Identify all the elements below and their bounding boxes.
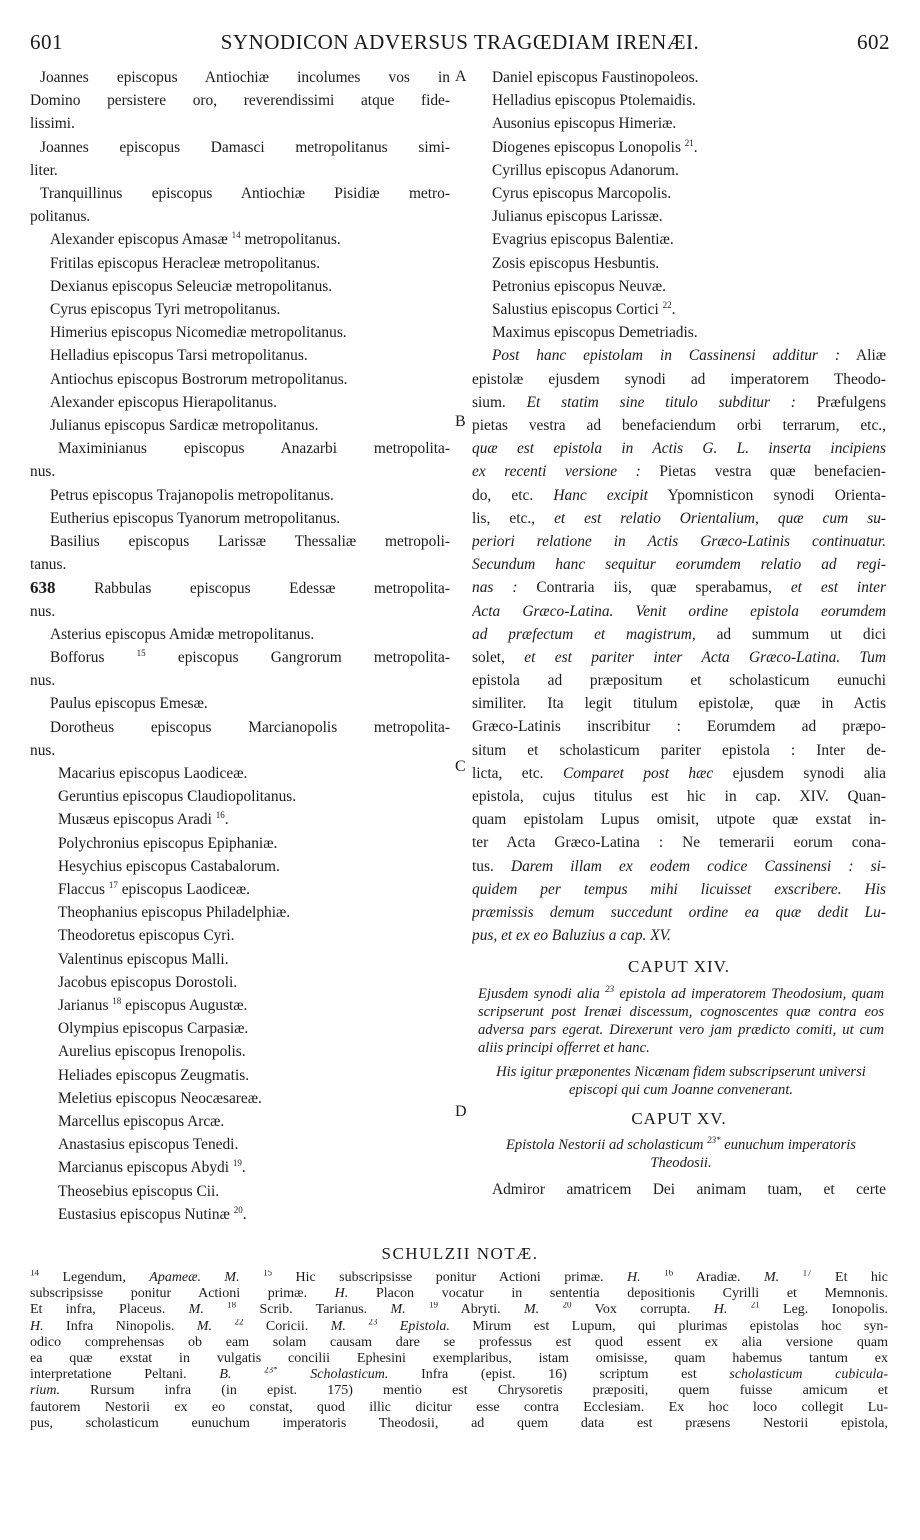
text-line: epistolæ ejusdem synodi ad imperatorem Theodo- (472, 370, 886, 388)
text-line: Macarius episcopus Laodiceæ. (58, 764, 248, 782)
text-line: Domino persistere oro, reverendissimi atque fide- (30, 92, 450, 110)
text-line: Hesychius episcopus Castabalorum. (58, 857, 280, 875)
text-line: pus, et ex eo Baluzius a cap. XV. (472, 927, 671, 945)
left-column (30, 66, 450, 1226)
text-line: pietas vestra ad benefaciendum orbi terrarum, etc., (472, 417, 886, 434)
text-line: Bofforus $^{15}$ episcopus Gangrorum metropolita- (50, 647, 450, 666)
text-line: nus. (30, 602, 56, 620)
page-number-left: 601 (30, 30, 63, 54)
running-title: SYNODICON ADVERSUS TRAGŒDIAM IRENÆI. (220, 30, 700, 54)
text-line: ter Acta Græco-Latina : Ne temerarii eorum cona- (472, 834, 886, 852)
note-line: $^{14}$ Legendum, Apameæ. M. $^{15}$ Hic subscripsisse ponitur Actioni primæ. H. $^{16}$ Aradiæ. M. $^{17}$ Et hic (30, 1270, 888, 1285)
note-line: H. Infra Ninopolis. M. $^{22}$ Coricii. M. $^{23}$ Epistola. Mirum est Lupum, qui plurimas epistolas hoc syn- (30, 1318, 888, 1334)
text-line: Daniel episcopus Faustinopoleos. (492, 69, 699, 86)
caput-xiv-note: His igitur præponentes Nicænam fidem subscripserunt universi episcopi qui cum Joanne convenerant. (496, 1063, 866, 1098)
text-line: Fritilas episcopus Heracleæ metropolitanus. (50, 254, 321, 272)
text-line: Julianus episcopus Larissæ. (492, 208, 663, 226)
right-column-text (472, 66, 886, 947)
text-line: Eustasius episcopus Nutinæ $^{20}$. (58, 1204, 247, 1223)
text-line: Græco-Latinis inscribitur : Eorumdem ad præpo- (472, 718, 886, 736)
text-line: Himerius episcopus Nicomediæ metropolitanus. (50, 324, 347, 342)
text-line: Marcellus episcopus Arcæ. (58, 1113, 225, 1130)
text-line: Tranquillinus episcopus Antiochiæ Pisidiæ metro- (40, 184, 450, 202)
text-line: similiter. Ita legit titulum epistolæ, quæ in Actis (472, 695, 886, 713)
text-line: quam epistolam Lupus omisit, utpote quæ exstat in- (472, 811, 886, 829)
text-line: Dorotheus episcopus Marcianopolis metropolita- (50, 718, 450, 736)
text-line: Alexander episcopus Hierapolitanus. (50, 393, 277, 411)
margin-letter-b: B (455, 413, 466, 430)
text-line: Valentinus episcopus Malli. (58, 950, 229, 968)
text-line: Cyrus episcopus Marcopolis. (492, 185, 672, 203)
text-line: Cyrillus episcopus Adanorum. (492, 161, 679, 179)
margin-letter-c: C (455, 758, 466, 775)
text-line: do, etc. Hanc excipit Ypomnisticon synodi Orienta- (472, 486, 886, 504)
text-line: Musæus episcopus Aradi $^{16}$. (58, 810, 229, 829)
note-line: subscripsisse ponitur Actioni primæ. H. Placon vocatur in sententia depositionis Cyrilli et Memnonis. (30, 1286, 888, 1302)
text-line: ex recenti versione : Pietas vestra quæ benefacien- (472, 463, 886, 481)
note-line: ea quæ exstat in vulgatis concilii Ephesini exemplaribus, istam omisisse, quam habemus tantum ex (30, 1350, 888, 1366)
text-line: tus. Darem illam ex eodem codice Cassinensi : si- (472, 857, 886, 875)
text-line: Salustius episcopus Cortici $^{22}$. (492, 299, 676, 319)
text-line: Joannes episcopus Damasci metropolitanus simi- (40, 138, 450, 156)
right-column (472, 66, 886, 1201)
text-line: nus. (30, 463, 56, 481)
text-line: nus. (30, 672, 56, 690)
text-line: Theodoretus episcopus Cyri. (58, 927, 235, 945)
note-line: pus, scholasticum eunuchum imperatoris Theodosii, ad quem data est præsens Nestorii epistola, (30, 1415, 888, 1431)
text-line: Jarianus $^{18}$ episcopus Augustæ. (58, 995, 248, 1014)
text-line: licta, etc. Comparet post hæc ejusdem synodi alia (472, 764, 886, 782)
text-line: epistola, cujus titulus est hic in cap. XIV. Quan- (472, 788, 886, 805)
text-line: Meletius episcopus Neocæsareæ. (58, 1089, 262, 1107)
text-line: periori relatione in Actis Græco-Latinis continuatur. (472, 532, 886, 550)
note-line: fautorem Nestorii ex eo constat, quod illic dicitur esse contra Ecclesiam. Ex hoc loco collegit Lu- (30, 1399, 888, 1415)
text-line: Petrus episcopus Trajanopolis metropolitanus. (50, 486, 334, 504)
text-line: Ausonius episcopus Himeriæ. (492, 115, 677, 133)
text-line: solet, et est pariter inter Acta Græco-Latina. Tum (472, 648, 886, 666)
note-line: odico comprehensas ob eam solam causam dare se professus est quod essent ex alia versione quam (30, 1334, 888, 1350)
page-number-right: 602 (857, 30, 890, 54)
text-line: Flaccus $^{17}$ episcopus Laodiceæ. (58, 879, 250, 898)
caput-xiv-heading: CAPUT XIV. (628, 957, 730, 977)
running-header (30, 30, 890, 60)
text-line: Anastasius episcopus Tenedi. (58, 1136, 239, 1154)
text-line: Maximinianus episcopus Anazarbi metropolita- (58, 440, 450, 458)
text-line: Dexianus episcopus Seleuciæ metropolitanus. (50, 277, 333, 295)
text-line: Petronius episcopus Neuvæ. (492, 277, 666, 295)
text-line: situm et scholasticum pariter epistola : Inter de- (472, 741, 886, 759)
text-line: Paulus episcopus Emesæ. (50, 695, 208, 713)
text-line: Eutherius episcopus Tyanorum metropolitanus. (50, 509, 341, 527)
text-line: Antiochus episcopus Bostrorum metropolitanus. (50, 370, 348, 388)
text-line: Secundum hanc sequitur eorumdem relatio ad regi- (472, 556, 886, 574)
text-line: Jacobus episcopus Dorostoli. (58, 973, 238, 991)
note-line: rium. Rursum infra (in epist. 175) mentio est Chrysoretis præpositi, quem fuisse amicum et (30, 1383, 888, 1399)
text-line: sium. Et statim sine titulo subditur : Præfulgens (472, 393, 886, 411)
text-line: lis, etc., et est relatio Orientalium, quæ cum su- (472, 509, 886, 527)
text-line: Olympius episcopus Carpasiæ. (58, 1020, 249, 1038)
text-line: Maximus episcopus Demetriadis. (492, 324, 698, 342)
text-line: Helladius episcopus Tarsi metropolitanus. (50, 347, 308, 365)
text-line: Alexander episcopus Amasæ $^{14}$ metropolitanus. (50, 230, 341, 249)
margin-letter-d: D (455, 1103, 467, 1120)
text-line: quidem per tempus mihi licuisset exscribere. His (472, 880, 886, 898)
caput-xv-rubric: Epistola Nestorii ad scholasticum $^{23*}$ eunuchum imperatoris Theodosii. (506, 1134, 856, 1171)
text-line: Theophanius episcopus Philadelphiæ. (58, 904, 291, 922)
text-line: Polychronius episcopus Epiphaniæ. (58, 834, 278, 852)
notes-title: SCHULZII NOTÆ. (381, 1244, 539, 1263)
caput-xiv-rubric: Ejusdem synodi alia $^{23}$ epistola ad imperatorem Theodosium, quam scripserunt post Irenæi discessum, cognoscentes quæ contra eos adversa pars egerat. Direxerunt vero jam prædicto comiti, ut cum aliis principi offerret et hanc. (478, 983, 885, 1056)
text-line: Theosebius episcopus Cii. (58, 1182, 220, 1200)
text-line: Heliades episcopus Zeugmatis. (58, 1066, 250, 1084)
text-line: tanus. (30, 556, 67, 574)
text-line: Aurelius episcopus Irenopolis. (58, 1043, 246, 1061)
text-line: 638 Rabbulas episcopus Edessæ metropolita- (30, 578, 450, 598)
text-line: Post hanc epistolam in Cassinensi additur : Aliæ (492, 347, 886, 365)
text-line: Asterius episcopus Amidæ metropolitanus. (50, 625, 315, 643)
text-line: politanus. (30, 208, 91, 226)
text-line: Julianus episcopus Sardicæ metropolitanus. (50, 416, 319, 434)
text-line: nas : Contraria iis, quæ sperabamus, et est inter (472, 579, 886, 597)
text-line: Joannes episcopus Antiochiæ incolumes vos in (40, 69, 450, 86)
text-line: Cyrus episcopus Tyri metropolitanus. (50, 300, 281, 318)
text-line: Helladius episcopus Ptolemaidis. (492, 92, 696, 110)
text-line: epistola ad præpositum et scholasticum eunuchi (472, 672, 886, 690)
text-line: quæ est epistola in Actis G. L. inserta incipiens (472, 440, 886, 458)
margin-letter-a: A (455, 68, 467, 85)
text-line: Zosis episcopus Hesbuntis. (492, 254, 660, 272)
notes-body (30, 1270, 888, 1432)
caput-xv-heading: CAPUT XV. (631, 1108, 727, 1128)
note-line: interpretatione Peltani. B. $^{23*}$ Scholasticum. Infra (epist. 16) scriptum est scholasticum cubicula- (30, 1367, 888, 1383)
text-line: Geruntius episcopus Claudiopolitanus. (58, 788, 297, 806)
note-line: Et infra, Placeus. M. $^{18}$ Scrib. Tarianus. M. $^{19}$ Abryti. M. $^{20}$ Vox corrupta. H. $^{21}$ Leg. Ionopolis. (30, 1302, 888, 1318)
text-line: præmissis demum succedunt ordine ea quæ dedit Lu- (472, 903, 886, 921)
text-line: Basilius episcopus Larissæ Thessaliæ metropoli- (50, 532, 450, 550)
text-line: Acta Græco-Latina. Venit ordine epistola eorumdem (472, 602, 886, 620)
text-line: nus. (30, 741, 56, 759)
text-line: ad præfectum et magistrum, ad summum ut dici (472, 625, 886, 643)
text-line: lissimi. (30, 115, 75, 133)
text-line: Evagrius episcopus Balentiæ. (492, 231, 674, 249)
text-line: liter. (30, 161, 58, 179)
text-line: Diogenes episcopus Lonopolis $^{21}$. (492, 137, 698, 156)
caput-xv-text: Admiror amatricem Dei animam tuam, et certe (492, 1180, 886, 1198)
text-line: Marcianus episcopus Abydi $^{19}$. (58, 1158, 246, 1177)
